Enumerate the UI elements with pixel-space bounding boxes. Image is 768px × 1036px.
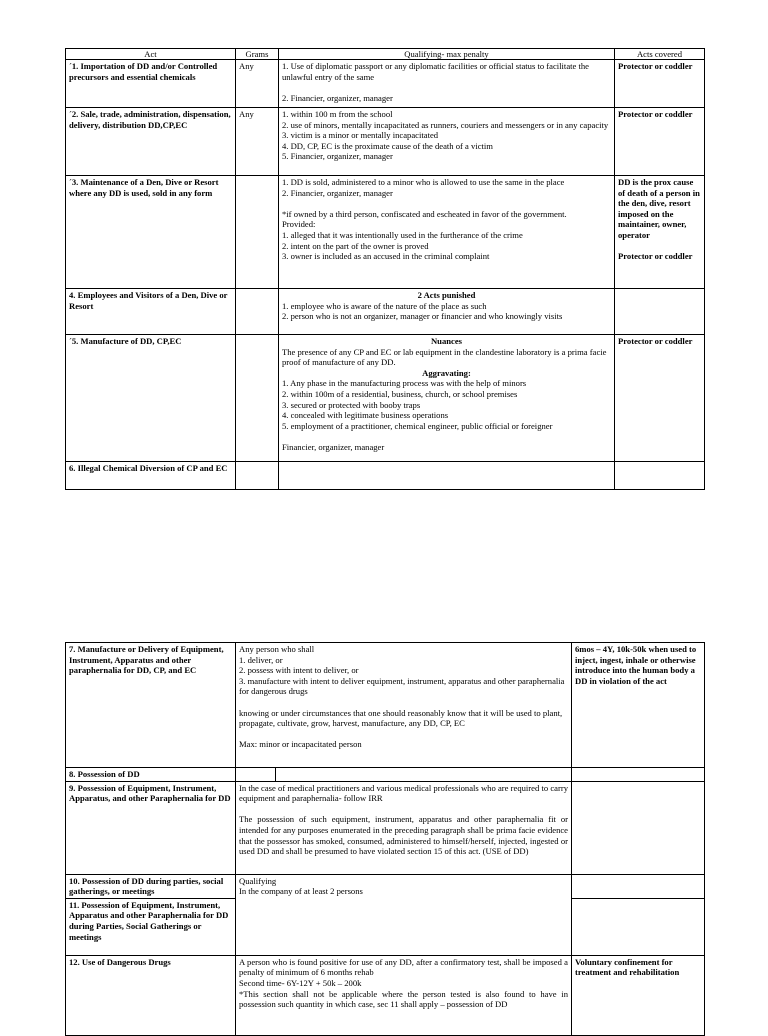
grams-cell: Any [236, 108, 279, 176]
table-row [66, 955, 705, 1035]
act-cell: 8. Possession of DD [66, 768, 236, 782]
grams-cell: Any [236, 60, 279, 108]
table-row [66, 176, 705, 289]
qualifying-heading: 2 Acts punished [417, 290, 476, 300]
act-cell: 10. Possession of DD during parties, social gatherings, or meetings [66, 874, 236, 898]
qualifying-line: 1. Any phase in the manufacturing process was with the help of minors [282, 378, 527, 389]
table-row [66, 335, 705, 462]
grams-cell [236, 176, 279, 289]
col-header-act: Act [66, 49, 236, 60]
text-line: In the company of at least 2 persons [239, 886, 363, 897]
qualifying-line: 2. Financier, organizer, manager [282, 187, 393, 198]
act-cell: ´5. Manufacture of DD, CP,EC [66, 335, 236, 462]
text-line: Second time- 6Y-12Y + 50k – 200k [239, 977, 362, 988]
qualifying-cell [279, 289, 615, 335]
covered-cell: Protector or coddler [615, 335, 705, 462]
table-row [66, 768, 705, 782]
qualifying-line: 5. Financier, organizer, manager [282, 151, 393, 162]
table-row [66, 60, 705, 108]
text-line: *This section shall not be applicable where the person tested is also found to have in possession such quantity in which case, sec 11 shall apply – possession of DD [239, 988, 568, 1010]
covered-cell: Protector or coddler [615, 108, 705, 176]
act-cell: 6. Illegal Chemical Diversion of CP and EC [66, 462, 236, 490]
covered-line [618, 241, 701, 252]
qualifying-cell [279, 108, 615, 176]
text-line: 3. manufacture with intent to deliver equipment, instrument, apparatus and other paraphernalia for dangerous drugs [239, 675, 565, 697]
qualifying-line: 1. DD is sold, administered to a minor who is allowed to use the same in the place [282, 177, 565, 187]
col-header-qualifying: Qualifying- max penalty [279, 49, 615, 60]
qualifying-line: 1. Use of diplomatic passport or any diplomatic facilities or official status to facilitate the unlawful entry of the same [282, 61, 589, 82]
text-line [239, 729, 568, 740]
table-row [66, 781, 705, 874]
qualifying-cell [279, 335, 615, 462]
text-cell [236, 781, 572, 874]
act-cell: ´3. Maintenance of a Den, Dive or Resort where any DD is used, sold in any form [66, 176, 236, 289]
text-cell [236, 955, 572, 1035]
covered-cell: 6mos – 4Y, 10k-50k when used to inject, ingest, inhale or otherwise introduce into the human body a DD in violation of the act [572, 643, 705, 768]
covered-cell: Voluntary confinement for treatment and rehabilitation [572, 955, 705, 1035]
grams-cell [236, 335, 279, 462]
text-line: 2. possess with intent to deliver, or [239, 665, 359, 676]
covered-cell [572, 768, 705, 782]
text-line: Any person who shall [239, 644, 315, 654]
qualifying-line: 2. person who is not an organizer, manager or financier and who knowingly visits [282, 311, 563, 322]
text-line: In the case of medical practitioners and various medical professionals who are required to carry equipment and paraphernalia- follow IRR [239, 782, 568, 804]
text-line [239, 804, 568, 815]
qualifying-line [282, 198, 611, 209]
act-cell: 7. Manufacture or Delivery of Equipment, Instrument, Apparatus and other paraphernalia for DD, CP, and EC [66, 643, 236, 768]
qualifying-line: *if owned by a third person, confiscated and escheated in favor of the government. [282, 208, 567, 219]
covered-cell [572, 898, 705, 955]
grams-cell [236, 768, 276, 782]
qualifying-line: 2. Financier, organizer, manager [282, 92, 393, 103]
grams-cell [236, 462, 279, 490]
qualifying-line: 5. employment of a practitioner, chemical engineer, public official or foreigner [282, 420, 553, 431]
text-line: knowing or under circumstances that one should reasonably know that it will be used to plant, propagate, cultivate, grow, harvest, manufacture, any DD, CP, EC [239, 707, 563, 729]
penalties-table-1 [65, 48, 705, 490]
table-row [66, 874, 705, 898]
qualifying-heading: Aggravating: [422, 367, 471, 378]
act-cell: 9. Possession of Equipment, Instrument, Apparatus, and other Paraphernalia for DD [66, 781, 236, 874]
text-line: The possession of such equipment, instrument, apparatus and other paraphernalia fit or intended for any purposes enumerated in the preceding paragraph shall be prima facie evidence that the possessor has smoked, consumed, administered to himself/herself, injected, ingested or used DD and shall be presumed to have violated section 15 of this act. (USE of DD) [239, 814, 568, 857]
qualifying-line: 1. employee who is aware of the nature of the place as such [282, 300, 487, 311]
qualifying-line: 2. use of minors, mentally incapacitated as runners, couriers and messengers or in any capacity [282, 119, 609, 130]
act-cell: ´2. Sale, trade, administration, dispensation, delivery, distribution DD,CP,EC [66, 108, 236, 176]
covered-line: Protector or coddler [618, 251, 693, 262]
qualifying-line: 1. alleged that it was intentionally used in the furtherance of the crime [282, 229, 523, 240]
qualifying-line: Financier, organizer, manager [282, 441, 385, 452]
grams-cell [236, 289, 279, 335]
penalties-table-2 [65, 642, 705, 1036]
text-line: 1. deliver, or [239, 654, 283, 665]
act-cell: 4. Employees and Visitors of a Den, Dive or Resort [66, 289, 236, 335]
qualifying-cell [279, 176, 615, 289]
qualifying-line: 4. DD, CP, EC is the proximate cause of the death of a victim [282, 140, 493, 151]
qualifying-line: 3. owner is included as an accused in the criminal complaint [282, 251, 490, 262]
text-cell [276, 768, 572, 782]
covered-cell [615, 462, 705, 490]
qualifying-cell [279, 60, 615, 108]
qualifying-line: 2. intent on the part of the owner is proved [282, 240, 429, 251]
qualifying-line [282, 431, 611, 442]
text-line: Max: minor or incapacitated person [239, 739, 362, 750]
text-cell [236, 874, 572, 955]
col-header-acts-covered: Acts covered [615, 49, 705, 60]
covered-cell: Protector or coddler [615, 60, 705, 108]
table-row [66, 108, 705, 176]
qualifying-line [282, 82, 611, 93]
qualifying-line: The presence of any CP and EC or lab equipment in the clandestine laboratory is a prima facie proof of manufacture of any DD. [282, 346, 607, 368]
covered-cell [615, 289, 705, 335]
covered-cell [572, 781, 705, 874]
qualifying-line: 2. within 100m of a residential, business, church, or school premises [282, 388, 518, 399]
text-line: Qualifying [239, 875, 277, 886]
qualifying-line: 3. victim is a minor or mentally incapacitated [282, 130, 439, 141]
table-row [66, 289, 705, 335]
qualifying-line: 4. concealed with legitimate business operations [282, 410, 449, 421]
header-row [66, 49, 705, 60]
act-cell: ´1. Importation of DD and/or Controlled precursors and essential chemicals [66, 60, 236, 108]
table-row [66, 643, 705, 768]
covered-cell [615, 176, 705, 289]
act-cell: 12. Use of Dangerous Drugs [66, 955, 236, 1035]
table-row [66, 462, 705, 490]
qualifying-heading: Nuances [430, 336, 463, 346]
covered-line: DD is the prox cause of death of a person in the den, dive, resort imposed on the maintainer, owner, operator [618, 177, 700, 240]
col-header-grams: Grams [236, 49, 279, 60]
qualifying-cell [279, 462, 615, 490]
act-cell: 11. Possession of Equipment, Instrument, Apparatus and other Paraphernalia for DD during Parties, Social Gatherings or meetings [66, 898, 236, 955]
covered-cell [572, 874, 705, 898]
text-line [239, 697, 568, 708]
qualifying-line: 1. within 100 m from the school [282, 109, 393, 119]
text-line: A person who is found positive for use of any DD, after a confirmatory test, shall be imposed a penalty of minimum of 6 months rehab [239, 956, 568, 978]
qualifying-line: Provided: [282, 219, 316, 230]
text-cell [236, 643, 572, 768]
qualifying-line: 3. secured or protected with booby traps [282, 399, 421, 410]
